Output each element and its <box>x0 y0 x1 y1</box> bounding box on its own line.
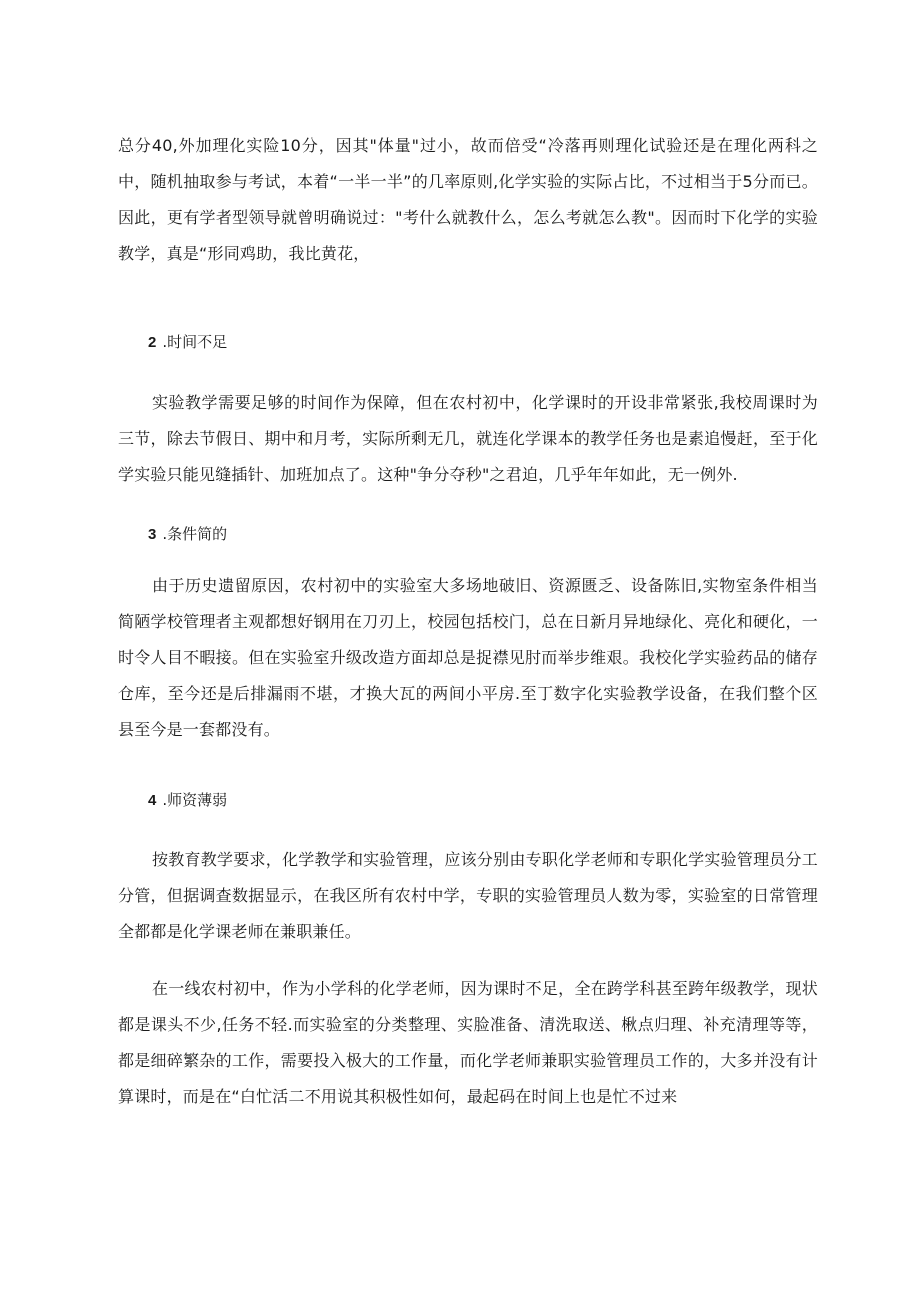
section-heading-teachers <box>148 788 227 813</box>
paragraph-lab-conditions: 由于历史遗留原因，农村初中的实验室大多场地破旧、资源匮乏、设备陈旧,实物室条件相当简陋学校管理者主观都想好钢用在刀刃上，校园包括校门，总在日新月异地绿化、亮化和硬化，一时令人目不暇接。但在实验室升级改造方面却总是捉襟见肘而举步维艰。我校化学实验药品的储存仓库，至今还是后排漏雨不堪，才换大瓦的两间小平房.至丁数字化实验教学设备，在我们整个区县至今是一套都没有。 <box>118 576 818 739</box>
section-title: .时间不足 <box>162 333 228 351</box>
paragraph-exam-weight: 总分40,外加理化实险10分，因其"体量"过小，故而倍受“冷落再则理化试验还是在理化两科之中，随机抽取参与考试，本着“一半一半”的几率原则,化学实验的实际占比，不过相当于5分而已。因此，更有学者型领导就曾明确说过："考什么就教什么，怎么考就怎么教"。因而时下化学的实验教学，真是“形同鸡助，我比黄花， <box>118 136 818 263</box>
section-title: .条件简的 <box>162 525 228 543</box>
paragraph-time-shortage: 实验教学需要足够的时间作为保障，但在农村初中，化学课时的开设非常紧张,我校周课时为三节，除去节假日、期中和月考，实际所剩无几，就连化学课本的教学任务也是素追慢赶，至于化学实验只能见缝插针、加班加点了。这种"争分夺秒"之君迫，几乎年年如此，无一例外. <box>118 393 818 484</box>
section-number: 2 <box>148 334 157 351</box>
section-heading-time <box>148 330 227 355</box>
section-number: 4 <box>148 792 157 809</box>
paragraph-workload: 在一线农村初中，作为小学科的化学老师，因为课时不足，全在跨学科甚至跨年级教学，现状都是课头不少,任务不轻.而实验室的分类整理、实脸准备、清洗取送、楸点归理、补充清理等等，都是细碎繁杂的工作，需要投入极大的工作量，而化学老师兼职实验管理员工作的，大多并没有计算课时，而是在“白忙活二不用说其积极性如何，最起码在时间上也是忙不过来 <box>118 979 818 1106</box>
section-title: .师资薄弱 <box>162 791 228 809</box>
paragraph-staff-shortage: 按教育教学要求，化学教学和实验管理，应该分别由专职化学老师和专职化学实验管理员分工分管，但据调查数据显示，在我区所有农村中学，专职的实验管理员人数为零，实验室的日常管理全都都是化学课老师在兼职兼任。 <box>118 850 818 941</box>
section-number: 3 <box>148 526 157 543</box>
section-heading-conditions <box>148 522 227 547</box>
